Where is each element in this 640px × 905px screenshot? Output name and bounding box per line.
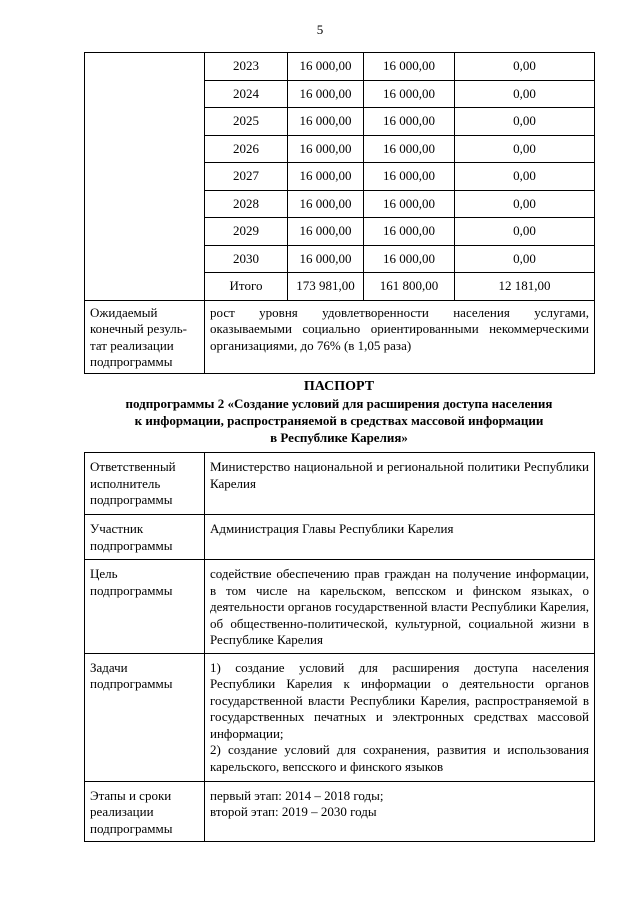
amount-cell: 0,00 [455,135,595,163]
year-cell: 2029 [205,218,288,246]
page-number: 5 [316,22,324,37]
amount-cell: 16 000,00 [364,53,455,81]
row-value: Администрация Главы Республики Карелия [205,515,595,560]
amount-cell: 16 000,00 [364,163,455,191]
row-value: Министерство национальной и региональной политики Республики Карелия [205,453,595,515]
amount-cell: 0,00 [455,80,595,108]
amount-cell: 16 000,00 [288,135,364,163]
expected-result-label: Ожидаемый конечный резуль- тат реализации подпрограммы [85,300,205,373]
year-cell: 2024 [205,80,288,108]
amount-cell: 16 000,00 [288,163,364,191]
row-label: Задачи подпрограммы [85,653,205,781]
amount-cell: 0,00 [455,218,595,246]
year-cell: 2023 [205,53,288,81]
year-cell: 2030 [205,245,288,273]
amount-cell: 16 000,00 [364,80,455,108]
amount-cell: 16 000,00 [364,190,455,218]
row-label: Этапы и сроки реализации подпрограммы [85,781,205,842]
row-value [205,653,595,781]
expected-result-row [85,300,595,373]
amount-cell: 16 000,00 [288,108,364,136]
passport-subtitle-line: к информации, распространяемой в средствах массовой информации [134,413,544,428]
passport-heading [84,378,594,446]
stage-item: второй этап: 2019 – 2030 годы [210,804,377,819]
amount-cell: 12 181,00 [455,273,595,301]
passport-subtitle-line: в Республике Карелия» [270,430,408,445]
amount-cell: 16 000,00 [288,190,364,218]
empty-label-cell [85,53,205,301]
amount-cell: 0,00 [455,245,595,273]
amount-cell: 16 000,00 [364,245,455,273]
amount-cell: 16 000,00 [288,218,364,246]
year-cell: 2026 [205,135,288,163]
amount-cell: 16 000,00 [364,135,455,163]
task-item: 2) создание условий для сохранения, развития и использования карельского, вепсского и финского языков [210,742,589,774]
total-label: Итого [205,273,288,301]
amount-cell: 16 000,00 [288,245,364,273]
year-cell: 2027 [205,163,288,191]
amount-cell: 0,00 [455,53,595,81]
table-row [85,560,595,654]
amount-cell: 16 000,00 [288,53,364,81]
task-item: 1) создание условий для расширения доступа населения Республики Карелия к информации о деятельности органов государственной власти Республики Карелия, распространяемой в государственных печатных и электронных средствах массовой информации; [210,659,589,741]
amount-cell: 0,00 [455,190,595,218]
amount-cell: 16 000,00 [364,218,455,246]
table-row [85,453,595,515]
table-row [85,653,595,781]
row-label: Цель подпрограммы [85,560,205,654]
row-value [205,781,595,842]
year-cell: 2025 [205,108,288,136]
row-label: Ответственный исполнитель подпрограммы [85,453,205,515]
passport-title: ПАСПОРТ [303,379,375,394]
year-cell: 2028 [205,190,288,218]
amount-cell: 16 000,00 [364,108,455,136]
amount-cell: 173 981,00 [288,273,364,301]
amount-cell: 161 800,00 [364,273,455,301]
passport-table [84,452,595,842]
table-row [85,515,595,560]
amount-cell: 0,00 [455,163,595,191]
amount-cell: 16 000,00 [288,80,364,108]
amount-cell: 0,00 [455,108,595,136]
finance-table [84,52,595,374]
table-row [85,53,595,81]
expected-result-text: рост уровня удовлетворенности населения услугами, оказываемыми социально ориентированными некоммерческими организациями, до 76% (в 1,05 раза) [205,300,595,373]
stage-item: первый этап: 2014 – 2018 годы; [210,787,384,803]
passport-subtitle-line: подпрограммы 2 «Создание условий для расширения доступа населения [125,396,553,411]
row-label: Участник подпрограммы [85,515,205,560]
row-value: содействие обеспечению прав граждан на получение информации, в том числе на карельском, вепсском и финском языках, о деятельности органов государственной власти Республики Карелия, об общественно-политической, культурной, социальной жизни в Республике Карелия [205,560,595,654]
table-row [85,781,595,842]
